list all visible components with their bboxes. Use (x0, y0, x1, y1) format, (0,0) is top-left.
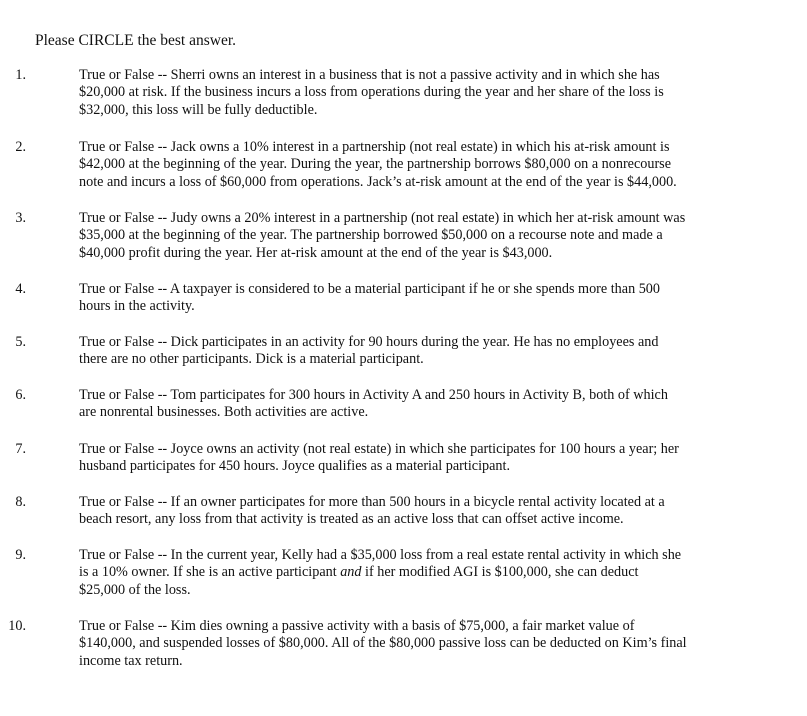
question-line: $42,000 at the beginning of the year. During the year, the partnership borrows $80,000 on a nonrecourse (79, 156, 671, 173)
question-text (79, 441, 749, 476)
question-text (79, 281, 749, 316)
question-line: $32,000, this loss will be fully deductible. (79, 101, 318, 118)
question-number: 7. (15, 441, 26, 457)
question-line: $35,000 at the beginning of the year. The partnership borrowed $50,000 on a recourse note and made a (79, 227, 663, 244)
question-text (79, 67, 749, 119)
question-text (79, 139, 749, 191)
question-line: note and incurs a loss of $60,000 from operations. Jack’s at-risk amount at the end of the year is $44,000. (79, 173, 677, 190)
question-line: True or False -- Tom participates for 300 hours in Activity A and 250 hours in Activity B, both of which (79, 387, 668, 403)
question-line: husband participates for 450 hours. Joyce qualifies as a material participant. (79, 458, 511, 475)
question-line: there are no other participants. Dick is a material participant. (79, 351, 424, 368)
question-text (79, 494, 749, 529)
question-number: 10. (8, 618, 26, 634)
question-line: True or False -- If an owner participates for more than 500 hours in a bicycle rental activity located at a (79, 494, 665, 510)
question-line: True or False -- Dick participates in an activity for 90 hours during the year. He has no employees and (79, 334, 659, 350)
question-text (79, 210, 749, 262)
question-line: $20,000 at risk. If the business incurs a loss from operations during the year and her share of the loss is (79, 84, 664, 101)
emphasis-text: and (340, 564, 362, 581)
question-line: True or False -- Judy owns a 20% interest in a partnership (not real estate) in which her at-risk amount was (79, 210, 686, 226)
question-text (79, 387, 749, 422)
question-line: are nonrental businesses. Both activities are active. (79, 404, 369, 421)
question-line: $25,000 of the loss. (79, 581, 191, 598)
question-line: True or False -- A taxpayer is considered to be a material participant if he or she spends more than 500 (79, 281, 660, 297)
instruction-text: Please CIRCLE the best answer. (35, 32, 237, 49)
question-number: 4. (15, 281, 26, 297)
question-number: 3. (15, 210, 26, 226)
question-text (79, 334, 749, 369)
question-line: $140,000, and suspended losses of $80,000. All of the $80,000 passive loss can be deducted on Kim’s final (79, 635, 687, 652)
question-line: True or False -- In the current year, Kelly had a $35,000 loss from a real estate rental activity in which she (79, 547, 682, 563)
question-line: hours in the activity. (79, 298, 195, 315)
question-line: True or False -- Sherri owns an interest in a business that is not a passive activity and in which she has (79, 67, 660, 83)
question-line: income tax return. (79, 652, 183, 669)
question-line: beach resort, any loss from that activity is treated as an active loss that can offset active income. (79, 511, 624, 528)
question-number: 6. (15, 387, 26, 403)
question-line: $40,000 profit during the year. Her at-risk amount at the end of the year is $43,000. (79, 244, 553, 261)
question-number: 1. (15, 67, 26, 83)
question-line: True or False -- Kim dies owning a passive activity with a basis of $75,000, a fair market value of (79, 618, 635, 634)
question-number: 9. (15, 547, 26, 563)
question-line: True or False -- Joyce owns an activity (not real estate) in which she participates for 100 hours a year; her (79, 441, 679, 457)
question-line: is a 10% owner. If she is an active participant and if her modified AGI is $100,000, she can deduct (79, 564, 639, 581)
question-text (79, 547, 749, 599)
question-number: 8. (15, 494, 26, 510)
question-number: 5. (15, 334, 26, 350)
question-line: True or False -- Jack owns a 10% interest in a partnership (not real estate) in which his at-risk amount is (79, 139, 670, 155)
question-text (79, 618, 749, 670)
question-number: 2. (15, 139, 26, 155)
